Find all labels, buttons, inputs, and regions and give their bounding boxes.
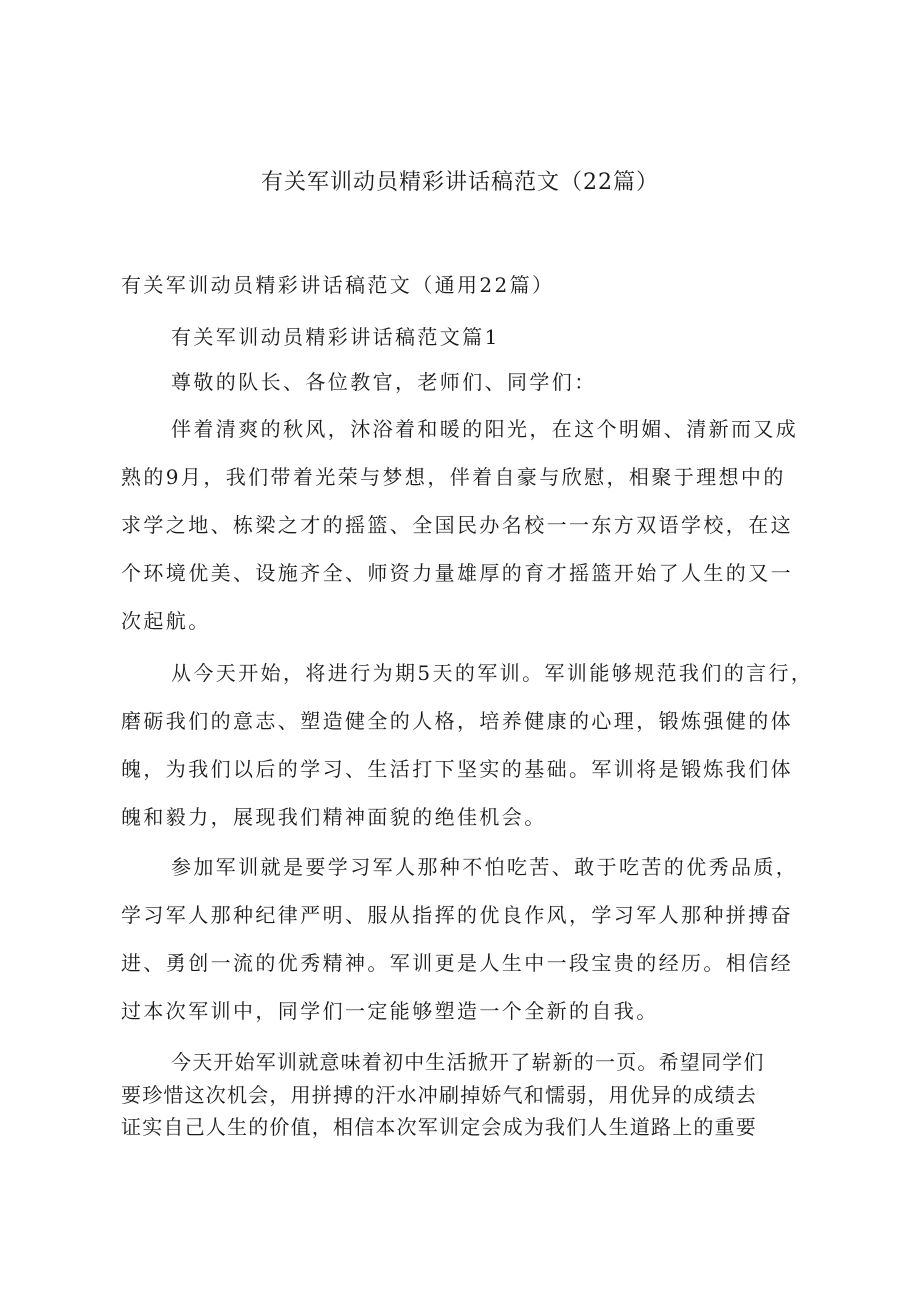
paragraph-2-line-4: 魄和毅力，展现我们精神面貌的绝佳机会。	[121, 805, 547, 829]
paragraph-3-line-1: 参加军训就是要学习军人那种不怕吃苦、敢于吃苦的优秀品质，	[171, 855, 799, 879]
paragraph-2-line-3: 魄，为我们以后的学习、生活打下坚实的基础。军训将是锻炼我们体	[121, 757, 793, 781]
paragraph-1-line-2: 熟的9月，我们带着光荣与梦想，伴着自豪与欣慰，相聚于理想中的	[121, 465, 786, 489]
paragraph-1-line-1: 伴着清爽的秋风，沐浴着和暖的阳光，在这个明媚、清新而又成	[171, 417, 799, 441]
document-title: 有关军训动员精彩讲话稿范文（22篇）	[261, 170, 659, 195]
paragraph-2-line-1: 从今天开始，将进行为期5天的军训。军训能够规范我们的言行，	[171, 661, 814, 685]
paragraph-1-line-3: 求学之地、栋梁之才的摇篮、全国民办名校一一东方双语学校，在这	[121, 513, 793, 537]
paragraph-4-line-3: 证实自己人生的价值，相信本次军训定会成为我们人生道路上的重要	[121, 1115, 757, 1139]
subtitle-line: 有关军训动员精彩讲话稿范文（通用22篇）	[121, 273, 555, 297]
paragraph-3-line-3: 进、勇创一流的优秀精神。军训更是人生中一段宝贵的经历。相信经	[121, 951, 793, 975]
paragraph-1-line-5: 次起航。	[121, 609, 211, 633]
salutation: 尊敬的队长、各位教官，老师们、同学们：	[171, 370, 597, 394]
section-heading: 有关军训动员精彩讲话稿范文篇1	[171, 325, 500, 349]
paragraph-1-line-4: 个环境优美、设施齐全、师资力量雄厚的育才摇篮开始了人生的又一	[121, 561, 793, 585]
paragraph-4-line-1: 今天开始军训就意味着初中生活掀开了崭新的一页。希望同学们	[171, 1050, 765, 1074]
paragraph-4-line-2: 要珍惜这次机会，用拼搏的汗水冲刷掉娇气和懦弱，用优异的成绩去	[121, 1083, 757, 1107]
paragraph-3-line-4: 过本次军训中，同学们一定能够塑造一个全新的自我。	[121, 999, 659, 1023]
paragraph-2-line-2: 磨砺我们的意志、塑造健全的人格，培养健康的心理，锻炼强健的体	[121, 709, 793, 733]
paragraph-3-line-2: 学习军人那种纪律严明、服从指挥的优良作风，学习军人那种拼搏奋	[121, 903, 793, 927]
